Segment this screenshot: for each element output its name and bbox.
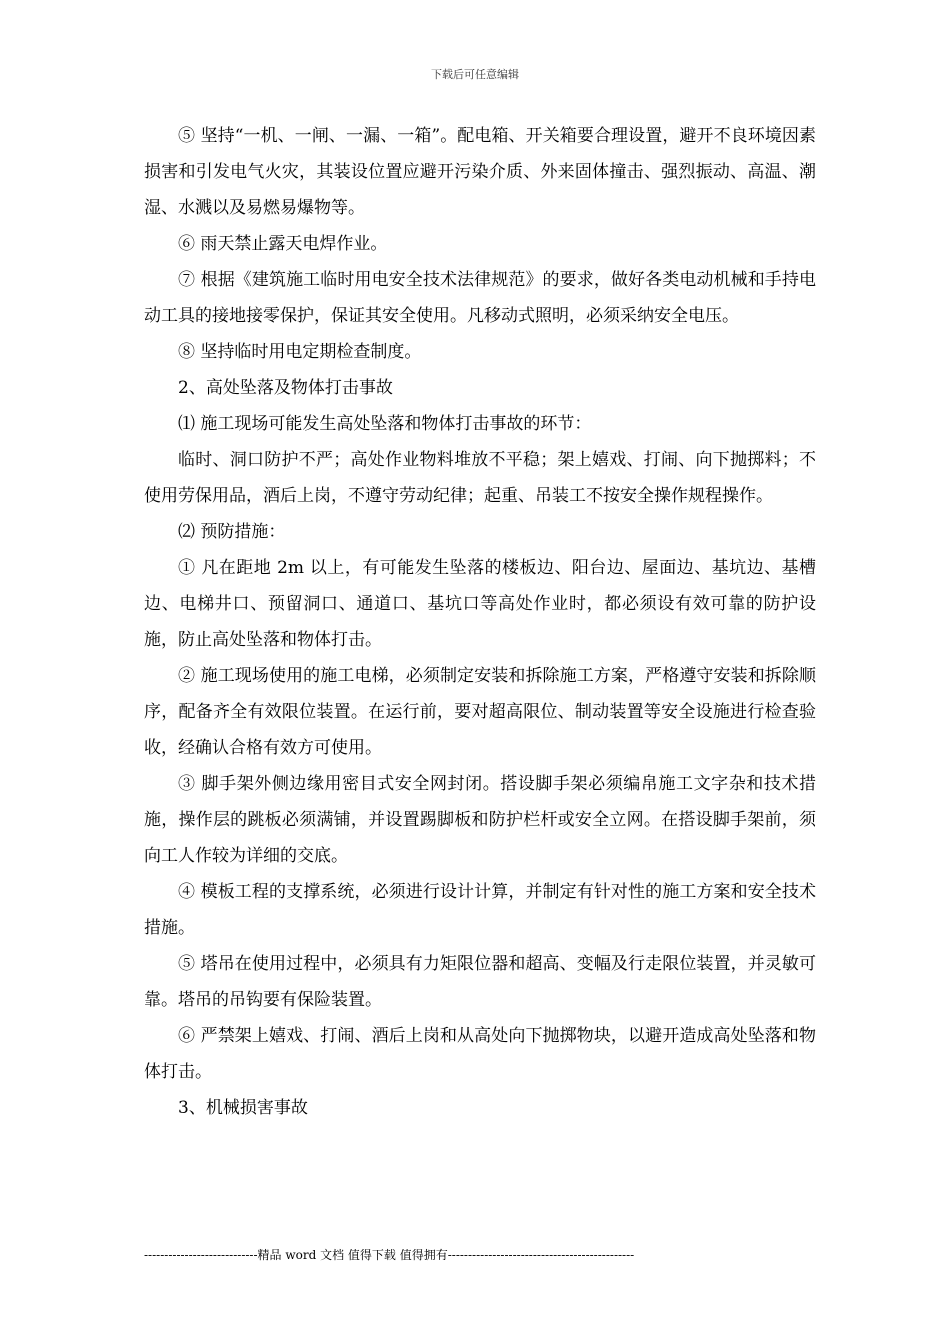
section-heading: 2、高处坠落及物体打击事故 [178,378,393,398]
page-header: 下载后可任意编辑 [431,68,519,81]
paragraph: ① 凡在距地 2m 以上，有可能发生坠落的楼板边、阳台边、屋面边、基坑边、基槽边、电梯井口、预留洞口、通道口、基坑口等高处作业时，都必须设有效可靠的防护设施，防止高处坠落和物体打击。 [144,558,816,650]
document-body [144,118,816,1126]
paragraph: ④ 模板工程的支撑系统，必须进行设计计算，并制定有针对性的施工方案和安全技术措施。 [144,882,816,938]
subsection-heading: ⑴ 施工现场可能发生高处坠落和物体打击事故的环节： [178,414,592,434]
paragraph: ③ 脚手架外侧边缘用密目式安全网封闭。搭设脚手架必须编帛施工文字杂和技术措施，操作层的跳板必须满铺，并设置踢脚板和防护栏杆或安全立网。在搭设脚手架前，须向工人作较为详细的交底。 [144,774,816,866]
page-footer: ----------------------------精品 word 文档 值得下载 值得拥有---------------------------------------------- [144,1248,635,1262]
paragraph: ⑤ 塔吊在使用过程中，必须具有力矩限位器和超高、变幅及行走限位装置，并灵敏可靠。塔吊的吊钩要有保险装置。 [144,954,816,1010]
subsection-heading: ⑵ 预防措施： [178,522,286,542]
paragraph: ⑦ 根据《建筑施工临时用电安全技术法律规范》的要求，做好各类电动机械和手持电动工具的接地接零保护，保证其安全使用。凡移动式照明，必须采纳安全电压。 [144,270,816,326]
paragraph: ② 施工现场使用的施工电梯，必须制定安装和拆除施工方案，严格遵守安装和拆除顺序，配备齐全有效限位装置。在运行前，要对超高限位、制动装置等安全设施进行检查验收，经确认合格有效方可使用。 [144,666,816,758]
paragraph: ⑧ 坚持临时用电定期检查制度。 [178,342,422,362]
paragraph: ⑥ 严禁架上嬉戏、打闹、酒后上岗和从高处向下抛掷物块，以避开造成高处坠落和物体打击。 [144,1026,816,1082]
paragraph: ⑥ 雨天禁止露天电焊作业。 [178,234,388,254]
paragraph: 临时、洞口防护不严；高处作业物料堆放不平稳；架上嬉戏、打闹、向下抛掷料；不使用劳保用品，酒后上岗，不遵守劳动纪律；起重、吊装工不按安全操作规程操作。 [144,450,816,506]
paragraph: ⑤ 坚持“一机、一闸、一漏、一箱”。配电箱、开关箱要合理设置，避开不良环境因素损害和引发电气火灾，其装设位置应避开污染介质、外来固体撞击、强烈振动、高温、潮湿、水溅以及易燃易爆物等。 [144,126,816,218]
section-heading: 3、机械损害事故 [178,1098,308,1118]
